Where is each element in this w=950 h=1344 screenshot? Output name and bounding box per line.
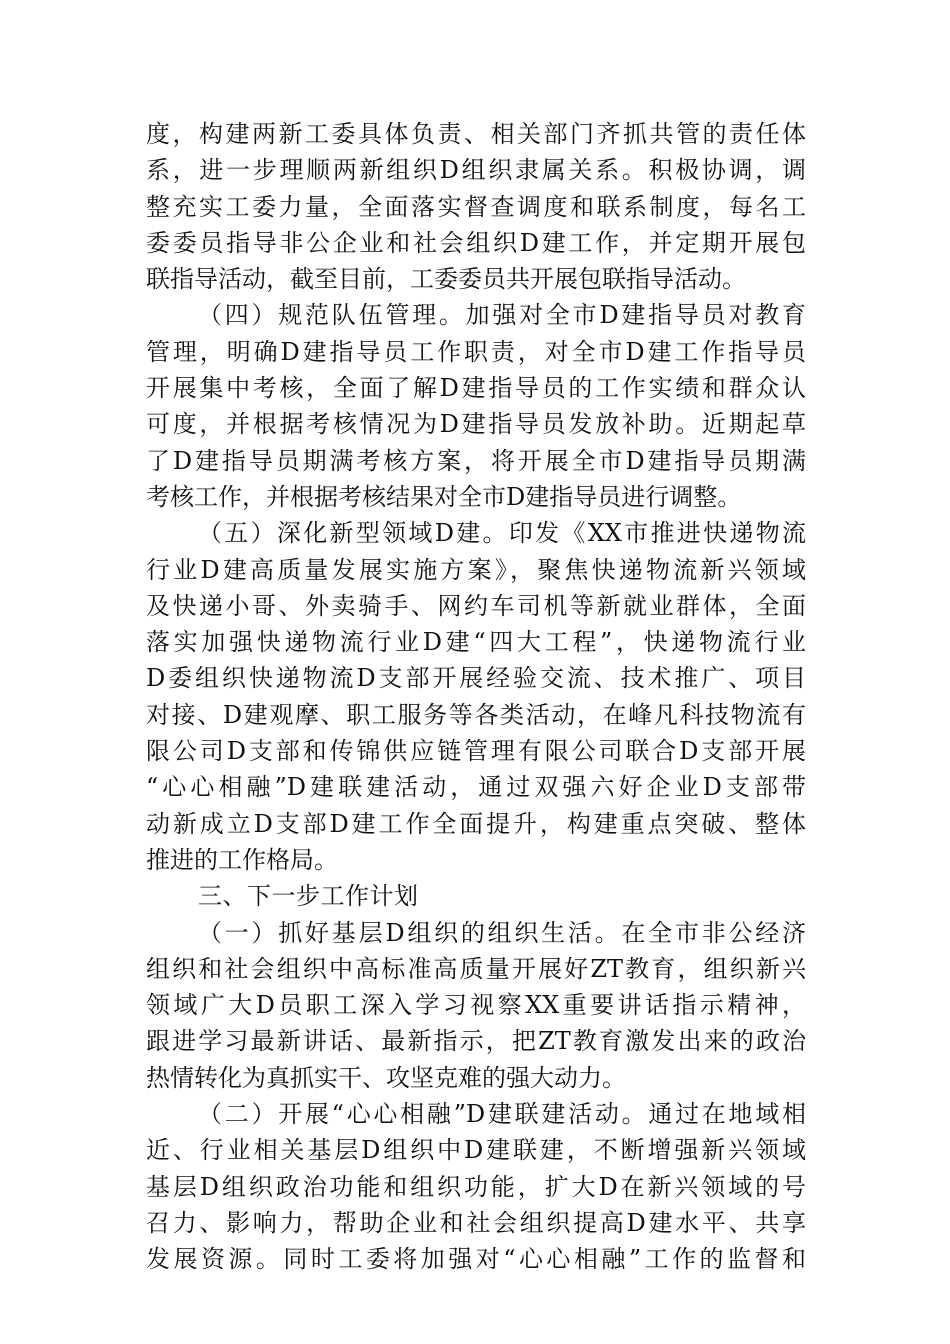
body-line: 基层D组织政治功能和组织功能，扩大D在新兴领域的号 (146, 1172, 806, 1201)
document-body (146, 116, 806, 1278)
body-line: 近、行业相关基层D组织中D建联建，不断增强新兴领域 (146, 1136, 806, 1165)
paragraph-start-line: （四）规范队伍管理。加强对全市D建指导员对教育 (198, 301, 806, 330)
body-line: 整充实工委力量，全面落实督查调度和联系制度，每名工 (146, 192, 806, 221)
body-line: 及快递小哥、外卖骑手、网约车司机等新就业群体，全面 (146, 591, 806, 620)
body-line: D委组织快递物流D支部开展经验交流、技术推广、项目 (146, 664, 806, 693)
body-line: 落实加强快递物流行业D建“四大工程”，快递物流行业 (146, 628, 806, 657)
body-line: “心心相融”D建联建活动，通过双强六好企业D支部带 (146, 773, 806, 802)
body-line: 召力、影响力，帮助企业和社会组织提高D建水平、共享 (146, 1208, 806, 1237)
body-line: 了D建指导员期满考核方案，将开展全市D建指导员期满 (146, 446, 806, 475)
body-line: 组织和社会组织中高标准高质量开展好ZT教育，组织新兴 (146, 954, 806, 983)
body-line: 管理，明确D建指导员工作职责，对全市D建工作指导员 (146, 337, 806, 366)
body-line: 热情转化为真抓实干、攻坚克难的强大动力。 (146, 1063, 626, 1092)
body-line: 推进的工作格局。 (146, 845, 338, 874)
body-line: 跟进学习最新讲话、最新指示，把ZT教育激发出来的政治 (146, 1027, 806, 1056)
body-line: 动新成立D支部D建工作全面提升，构建重点突破、整体 (146, 809, 806, 838)
body-line: 度，构建两新工委具体负责、相关部门齐抓共管的责任体 (146, 120, 806, 148)
paragraph-start-line: （二）开展“心心相融”D建联建活动。通过在地域相 (198, 1100, 806, 1129)
body-line: 领域广大D员职工深入学习视察XX重要讲话指示精神， (146, 991, 806, 1020)
body-line: 可度，并根据考核情况为D建指导员发放补助。近期起草 (146, 410, 806, 439)
body-line: 发展资源。同时工委将加强对“心心相融”工作的监督和 (146, 1245, 806, 1274)
body-line: 联指导活动，截至目前，工委委员共开展包联指导活动。 (146, 265, 746, 294)
section-heading: 三、下一步工作计划 (198, 882, 419, 911)
body-line: 行业D建高质量发展实施方案》，聚焦快递物流新兴领域 (146, 555, 806, 584)
body-line: 开展集中考核，全面了解D建指导员的工作实绩和群众认 (146, 374, 806, 403)
paragraph-start-line: （一）抓好基层D组织的组织生活。在全市非公经济 (198, 918, 806, 947)
body-line: 限公司D支部和传锦供应链管理有限公司联合D支部开展 (146, 737, 806, 766)
paragraph-start-line: （五）深化新型领域D建。印发《XX市推进快递物流 (198, 519, 806, 548)
body-line: 对接、D建观摩、职工服务等各类活动，在峰凡科技物流有 (146, 700, 806, 729)
body-line: 考核工作，并根据考核结果对全市D建指导员进行调整。 (146, 482, 742, 511)
body-line: 系，进一步理顺两新组织D组织隶属关系。积极协调，调 (146, 156, 806, 185)
body-line: 委委员指导非公企业和社会组织D建工作，并定期开展包 (146, 228, 806, 257)
